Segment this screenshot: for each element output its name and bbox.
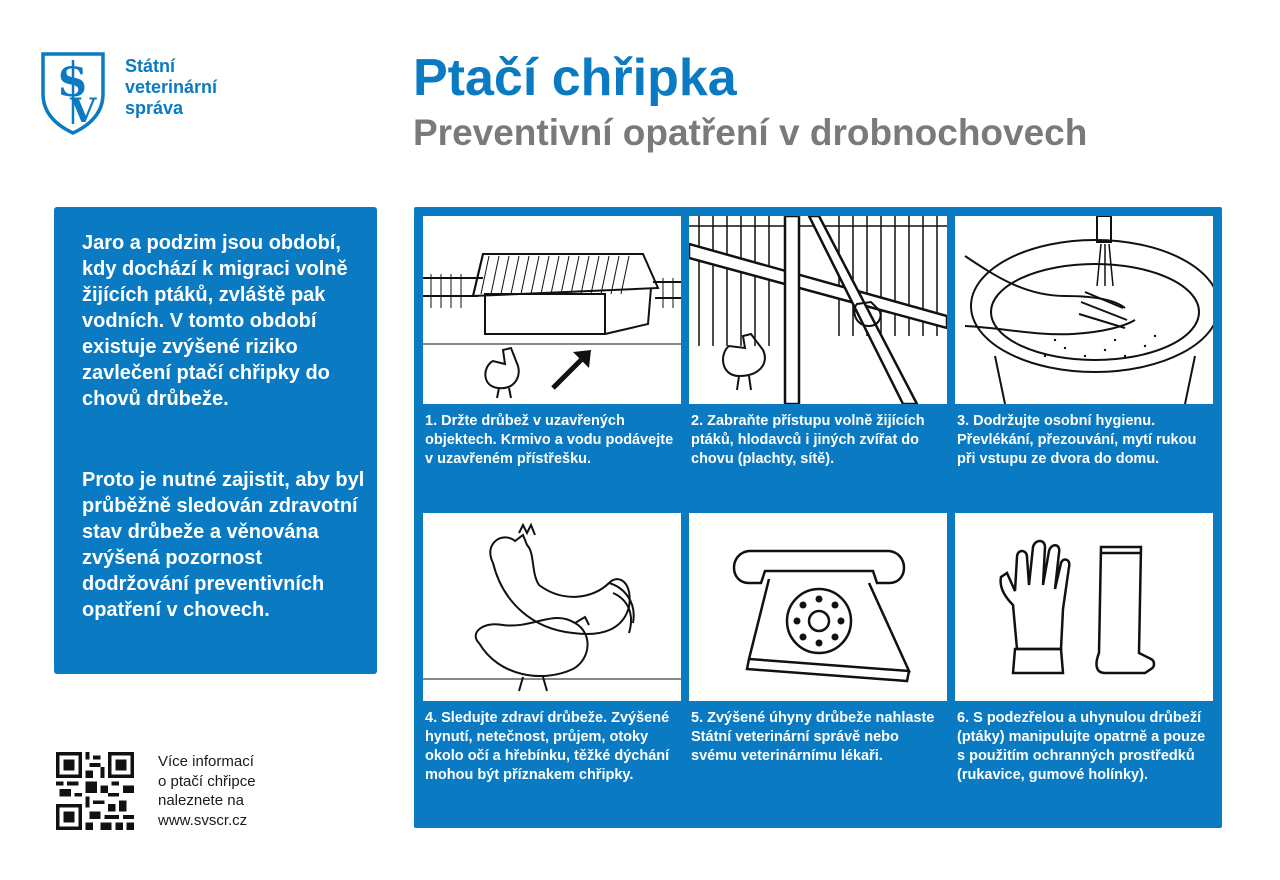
chicken-coop-illustration xyxy=(423,216,681,404)
step-text-4: 4. Sledujte zdraví drůbeže. Zvýšené hynutí, netečnost, průjem, otoky okolo očí a hřebínku, těžké dýchání mohou být příznakem chřipky. xyxy=(425,710,670,783)
step-text-2: 2. Zabraňte přístupu volně žijících ptáků, hlodavců i jiných zvířat do chovu (plachty, sítě). xyxy=(691,413,925,467)
svs-logo xyxy=(40,50,290,140)
intro-paragraph-2: Proto je nutné zajistit, aby byl průběžně sledován zdravotní stav drůbeže a věnována zvýšená pozornost dodržování preventivních opatření v chovech. xyxy=(82,469,365,621)
logo-line-2: veterinární xyxy=(125,77,218,97)
glove-and-boot-illustration xyxy=(955,513,1213,701)
page-subtitle: Preventivní opatření v drobnochovech xyxy=(413,112,1088,153)
intro-paragraph-1: Jaro a podzim jsou období, kdy dochází k migraci volně žijících ptáků, zvláště pak vodních. V tomto období existuje zvýšené riziko zavlečení ptačí chřipky do chovů drůbeže. xyxy=(82,232,348,410)
telephone-illustration xyxy=(689,513,947,701)
svg-text:V: V xyxy=(70,91,97,131)
logo-text xyxy=(125,56,217,119)
website-link[interactable]: www.svscr.cz xyxy=(158,811,248,829)
more-info-line-2: o ptačí chřipce xyxy=(158,772,256,790)
more-info-line-3: naleznete na xyxy=(158,792,244,809)
hand-washing-illustration xyxy=(955,216,1213,404)
step-text-5: 5. Zvýšené úhyny drůbeže nahlaste Státní veterinární správě nebo svému veterinárnímu lékaři. xyxy=(691,710,935,764)
page-title: Ptačí chřipka xyxy=(413,49,737,107)
rooster-and-hen-illustration xyxy=(423,513,681,701)
more-info-line-1: Více informací xyxy=(158,753,254,770)
svs-shield-icon xyxy=(40,50,106,136)
qr-code-icon[interactable] xyxy=(56,752,134,830)
more-info-text xyxy=(158,752,308,830)
logo-line-1: Státní xyxy=(125,56,176,76)
step-text-1: 1. Držte drůbež v uzavřených objektech. Krmivo a vodu podávejte v uzavřeném přístřešku. xyxy=(425,413,674,467)
steps-grid xyxy=(414,207,1222,828)
step-text-6: 6. S podezřelou a uhynulou drůbeží (ptáky) manipulujte opatrně a pouze s použitím ochranných prostředků (rukavice, gumové holínky). xyxy=(957,710,1206,783)
fenced-yard-illustration xyxy=(689,216,947,404)
step-text-3: 3. Dodržujte osobní hygienu. Převlékání, přezouvání, mytí rukou při vstupu ze dvora do domu. xyxy=(957,413,1197,467)
logo-line-3: správa xyxy=(125,98,184,118)
intro-box xyxy=(54,207,377,674)
svg-text:S: S xyxy=(58,59,87,106)
